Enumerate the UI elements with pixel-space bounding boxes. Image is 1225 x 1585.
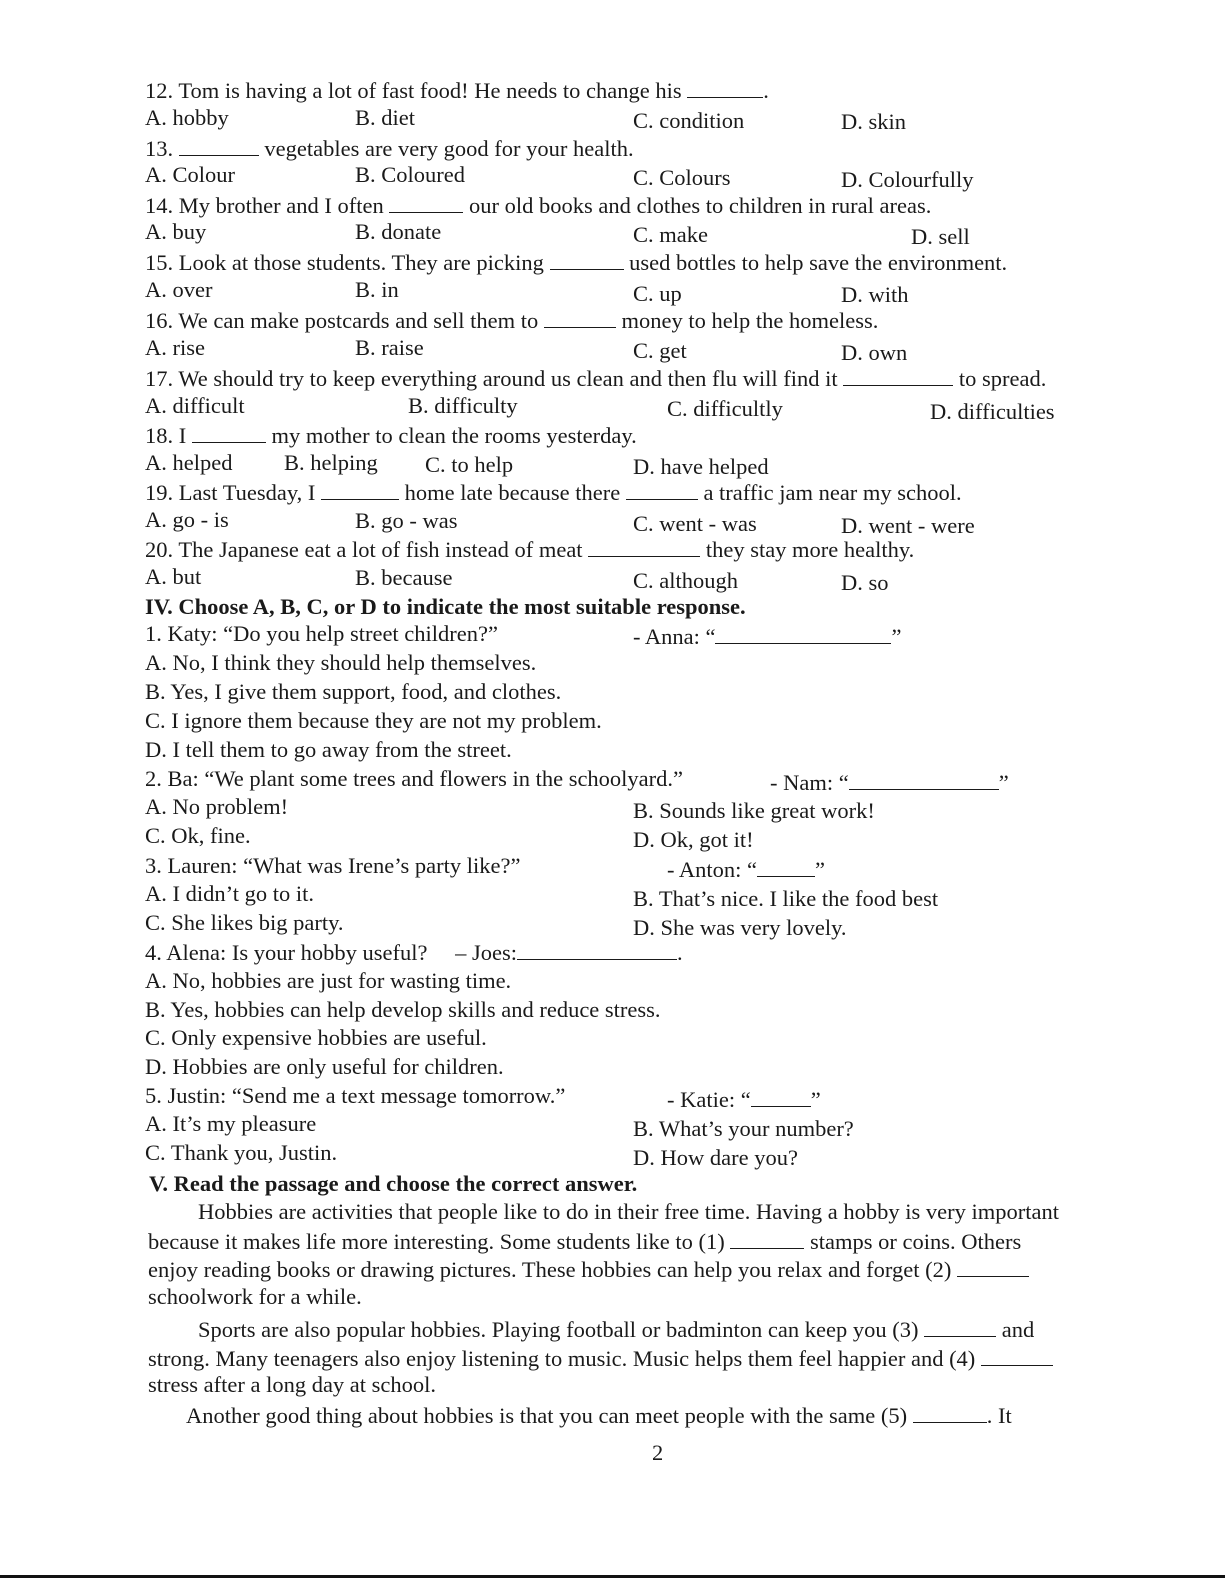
response-2-question: 2. Ba: “We plant some trees and flowers in the schoolyard.” bbox=[145, 766, 684, 791]
response-5-prompt bbox=[667, 1088, 821, 1112]
answer-blank-3[interactable] bbox=[924, 1318, 996, 1337]
answer-blank-1[interactable] bbox=[730, 1230, 804, 1249]
option-b[interactable]: B. diet bbox=[355, 105, 415, 130]
passage-line: schoolwork for a while. bbox=[148, 1284, 362, 1309]
question-20-stem: 20. The Japanese eat a lot of fish instead of meat bbox=[145, 537, 583, 562]
answer-blank[interactable] bbox=[550, 251, 624, 270]
question-17-stem: 17. We should try to keep everything around us clean and then flu will find it bbox=[145, 366, 838, 391]
question-17 bbox=[145, 367, 1046, 391]
response-5-question: 5. Justin: “Send me a text message tomorrow.” bbox=[145, 1083, 566, 1108]
option-a[interactable]: A. over bbox=[145, 277, 213, 302]
answer-blank[interactable] bbox=[757, 858, 815, 877]
response-3-question: 3. Lauren: “What was Irene’s party like?” bbox=[145, 853, 521, 878]
option-a[interactable]: A. It’s my pleasure bbox=[145, 1111, 317, 1136]
question-16-stem-end: money to help the homeless. bbox=[621, 308, 879, 333]
answer-blank-4[interactable] bbox=[981, 1347, 1053, 1366]
passage-text: strong. Many teenagers also enjoy listening to music. Music helps them feel happier and (4) bbox=[148, 1346, 976, 1371]
option-d[interactable]: D. How dare you? bbox=[633, 1145, 798, 1170]
question-19-stem-mid: home late because there bbox=[404, 480, 621, 505]
response-1-prompt bbox=[633, 625, 901, 649]
question-14-stem-end: our old books and clothes to children in rural areas. bbox=[468, 193, 932, 218]
passage-text: Another good thing about hobbies is that you can meet people with the same (5) bbox=[186, 1403, 908, 1428]
passage-text: stamps or coins. Others bbox=[809, 1229, 1022, 1254]
option-b[interactable]: B. go - was bbox=[355, 508, 458, 533]
response-4-question bbox=[145, 941, 683, 965]
passage-line: Hobbies are activities that people like to do in their free time. Having a hobby is very important bbox=[198, 1199, 1060, 1224]
question-18-stem-end: my mother to clean the rooms yesterday. bbox=[271, 423, 637, 448]
answer-blank[interactable] bbox=[626, 481, 698, 500]
option-b[interactable]: B. raise bbox=[355, 335, 424, 360]
passage-line: stress after a long day at school. bbox=[148, 1372, 437, 1397]
response-suffix: . bbox=[676, 940, 683, 965]
answer-blank[interactable] bbox=[544, 309, 616, 328]
passage-line bbox=[148, 1258, 1029, 1282]
option-c[interactable]: C. Colours bbox=[633, 165, 731, 190]
option-c[interactable]: C. condition bbox=[633, 108, 745, 133]
page-number: 2 bbox=[652, 1440, 664, 1465]
option-c[interactable]: C. Ok, fine. bbox=[145, 823, 251, 848]
answer-blank[interactable] bbox=[843, 367, 953, 386]
option-d[interactable]: D. Ok, got it! bbox=[633, 827, 754, 852]
response-suffix: ” bbox=[891, 624, 902, 649]
question-13-stem: 13. bbox=[145, 136, 174, 161]
option-a[interactable]: A. No, hobbies are just for wasting time. bbox=[145, 968, 512, 993]
option-c[interactable]: C. Only expensive hobbies are useful. bbox=[145, 1025, 487, 1050]
option-a[interactable]: A. Colour bbox=[145, 162, 235, 187]
answer-blank[interactable] bbox=[715, 625, 891, 644]
passage-text: Sports are also popular hobbies. Playing football or badminton can keep you (3) bbox=[198, 1317, 919, 1342]
question-15-stem-end: used bottles to help save the environment. bbox=[629, 250, 1008, 275]
option-b[interactable]: B. Coloured bbox=[355, 162, 465, 187]
option-d[interactable]: D. with bbox=[841, 282, 909, 307]
response-prefix: - Nam: “ bbox=[770, 770, 849, 795]
passage-line bbox=[148, 1230, 1021, 1254]
option-a[interactable]: A. go - is bbox=[145, 507, 229, 532]
question-14 bbox=[145, 194, 931, 218]
option-d[interactable]: D. She was very lovely. bbox=[633, 915, 847, 940]
option-c[interactable]: C. although bbox=[633, 568, 738, 593]
answer-blank[interactable] bbox=[687, 79, 763, 98]
option-d[interactable]: D. I tell them to go away from the street. bbox=[145, 737, 512, 762]
answer-blank[interactable] bbox=[849, 771, 999, 790]
option-c[interactable]: C. I ignore them because they are not my problem. bbox=[145, 708, 602, 733]
response-3-prompt bbox=[667, 858, 825, 882]
option-c[interactable]: C. get bbox=[633, 338, 687, 363]
option-a[interactable]: A. rise bbox=[145, 335, 205, 360]
answer-blank[interactable] bbox=[588, 538, 700, 557]
option-c[interactable]: C. difficultly bbox=[667, 396, 783, 421]
response-prefix: – Joes: bbox=[455, 940, 517, 965]
answer-blank[interactable] bbox=[389, 194, 463, 213]
answer-blank[interactable] bbox=[517, 941, 677, 960]
question-19 bbox=[145, 481, 962, 505]
passage-text: because it makes life more interesting. Some students like to (1) bbox=[148, 1229, 725, 1254]
question-18 bbox=[145, 424, 637, 448]
option-d[interactable]: D. Hobbies are only useful for children. bbox=[145, 1054, 504, 1079]
question-15-stem: 15. Look at those students. They are picking bbox=[145, 250, 544, 275]
answer-blank[interactable] bbox=[192, 424, 266, 443]
section-v-title: V. Read the passage and choose the correct answer. bbox=[149, 1171, 638, 1196]
question-15 bbox=[145, 251, 1007, 275]
option-c[interactable]: C. make bbox=[633, 222, 708, 247]
response-2-prompt bbox=[770, 771, 1009, 795]
option-b[interactable]: B. That’s nice. I like the food best bbox=[633, 886, 939, 911]
option-b[interactable]: B. What’s your number? bbox=[633, 1116, 854, 1141]
option-b[interactable]: B. Sounds like great work! bbox=[633, 798, 875, 823]
bottom-border bbox=[0, 1575, 1225, 1578]
option-a[interactable]: A. helped bbox=[145, 450, 233, 475]
response-1-question: 1. Katy: “Do you help street children?” bbox=[145, 621, 499, 646]
question-20 bbox=[145, 538, 914, 562]
question-19-stem-end: a traffic jam near my school. bbox=[703, 480, 962, 505]
response-prefix: - Anna: “ bbox=[633, 624, 716, 649]
question-12-stem-end: . bbox=[763, 78, 769, 103]
passage-text: . It bbox=[986, 1403, 1012, 1428]
option-d[interactable]: D. sell bbox=[911, 224, 970, 249]
question-17-stem-end: to spread. bbox=[958, 366, 1047, 391]
option-a[interactable]: A. but bbox=[145, 564, 202, 589]
option-d[interactable]: D. skin bbox=[841, 109, 907, 134]
answer-blank-5[interactable] bbox=[913, 1404, 987, 1423]
passage-text: enjoy reading books or drawing pictures. These hobbies can help you relax and forget (2) bbox=[148, 1257, 952, 1282]
option-b[interactable]: B. donate bbox=[355, 219, 442, 244]
option-b[interactable]: B. difficulty bbox=[408, 393, 518, 418]
response-prefix: - Katie: “ bbox=[667, 1087, 751, 1112]
question-12-stem: 12. Tom is having a lot of fast food! He needs to change his bbox=[145, 78, 682, 103]
option-a[interactable]: A. No problem! bbox=[145, 794, 289, 819]
response-suffix: ” bbox=[815, 857, 825, 882]
passage-text: and bbox=[1001, 1317, 1035, 1342]
option-b[interactable]: B. Yes, I give them support, food, and clothes. bbox=[145, 679, 562, 704]
option-d[interactable]: D. difficulties bbox=[930, 399, 1055, 424]
option-d[interactable]: D. went - were bbox=[841, 513, 975, 538]
answer-blank[interactable] bbox=[751, 1088, 811, 1107]
option-c[interactable]: C. up bbox=[633, 281, 682, 306]
option-b[interactable]: B. Yes, hobbies can help develop skills and reduce stress. bbox=[145, 997, 661, 1022]
option-d[interactable]: D. have helped bbox=[633, 454, 769, 479]
passage-line bbox=[186, 1404, 1012, 1428]
option-b[interactable]: B. helping bbox=[284, 450, 378, 475]
question-13-stem-end: vegetables are very good for your health. bbox=[264, 136, 634, 161]
passage-line bbox=[198, 1318, 1034, 1342]
question-18-stem: 18. I bbox=[145, 423, 187, 448]
option-c[interactable]: C. She likes big party. bbox=[145, 910, 344, 935]
option-c[interactable]: C. to help bbox=[425, 452, 514, 477]
option-a[interactable]: A. No, I think they should help themselves. bbox=[145, 650, 537, 675]
option-a[interactable]: A. buy bbox=[145, 219, 207, 244]
question-12 bbox=[145, 79, 769, 103]
question-19-stem: 19. Last Tuesday, I bbox=[145, 480, 316, 505]
passage-line bbox=[148, 1347, 1053, 1371]
option-b[interactable]: B. because bbox=[355, 565, 453, 590]
response-suffix: ” bbox=[810, 1087, 821, 1112]
response-prefix: - Anton: “ bbox=[667, 857, 757, 882]
option-a[interactable]: A. hobby bbox=[145, 105, 229, 130]
option-d[interactable]: D. own bbox=[841, 340, 908, 365]
response-suffix: ” bbox=[998, 770, 1009, 795]
answer-blank-2[interactable] bbox=[957, 1258, 1029, 1277]
option-a[interactable]: A. difficult bbox=[145, 393, 245, 418]
option-d[interactable]: D. Colourfully bbox=[841, 167, 974, 192]
response-4-question-text: 4. Alena: Is your hobby useful? bbox=[145, 940, 428, 965]
option-d[interactable]: D. so bbox=[841, 570, 889, 595]
answer-blank[interactable] bbox=[179, 137, 259, 156]
option-a[interactable]: A. I didn’t go to it. bbox=[145, 881, 314, 906]
question-20-stem-end: they stay more healthy. bbox=[705, 537, 915, 562]
option-c[interactable]: C. went - was bbox=[633, 511, 757, 536]
section-iv-title: IV. Choose A, B, C, or D to indicate the most suitable response. bbox=[145, 594, 746, 619]
option-b[interactable]: B. in bbox=[355, 277, 399, 302]
question-13 bbox=[145, 137, 634, 161]
option-c[interactable]: C. Thank you, Justin. bbox=[145, 1140, 338, 1165]
question-16 bbox=[145, 309, 878, 333]
question-16-stem: 16. We can make postcards and sell them to bbox=[145, 308, 539, 333]
answer-blank[interactable] bbox=[321, 481, 399, 500]
question-14-stem: 14. My brother and I often bbox=[145, 193, 384, 218]
